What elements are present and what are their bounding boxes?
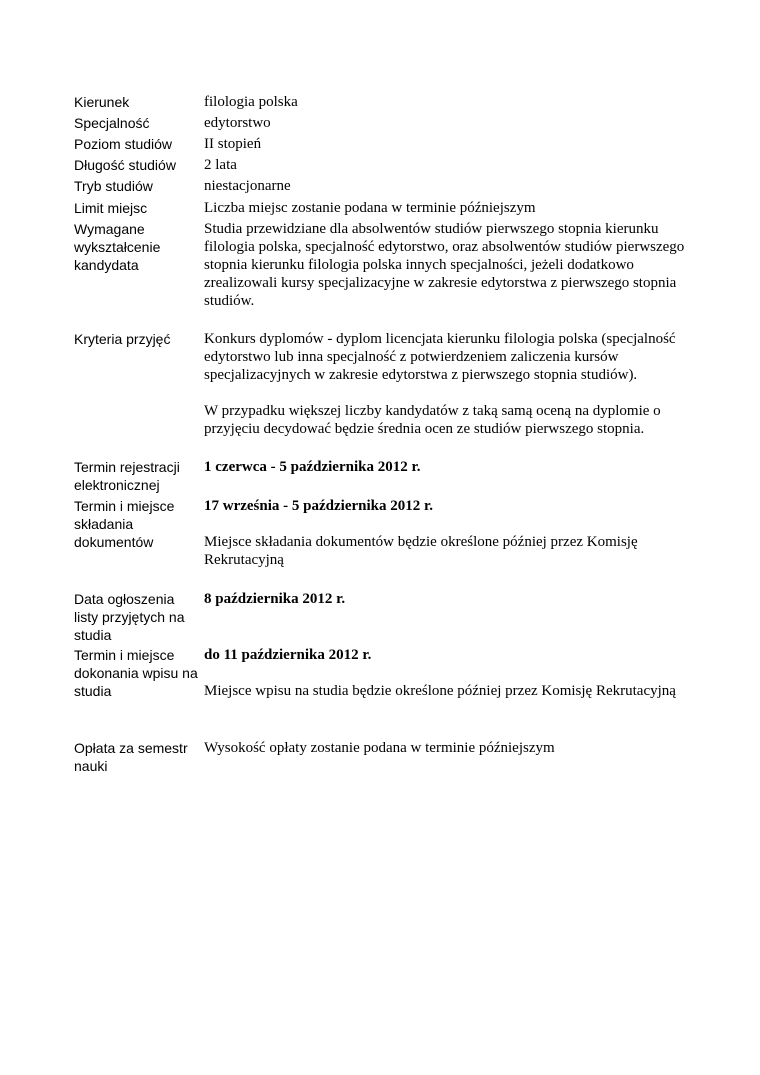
field-value: filologia polska xyxy=(204,94,298,110)
field-value: Konkurs dyplomów - dyplom licencjata kierunku filologia polska (specjalność edytorstwo lub inna specjalność z potwierdzeniem zaliczenia kursów specjalizacyjnych w zakresie edytorstwa z pierwszego stopnia studiów). xyxy=(204,331,676,383)
field-value-group xyxy=(204,497,694,569)
field-label: Długość studiów xyxy=(74,157,176,173)
field-value: edytorstwo xyxy=(204,115,271,131)
field-label: Opłata za semestr nauki xyxy=(74,740,188,774)
field-value: do 11 października 2012 r. xyxy=(204,647,372,663)
field-value-group xyxy=(204,330,694,438)
field-value: 17 września - 5 października 2012 r. xyxy=(204,498,434,514)
field-label: Limit miejsc xyxy=(74,200,148,216)
field-label: Kierunek xyxy=(74,94,130,110)
field-label: Kryteria przyjęć xyxy=(74,331,171,347)
field-value-note: Miejsce składania dokumentów będzie określone później przez Komisję Rekrutacyjną xyxy=(204,534,638,568)
field-label: Poziom studiów xyxy=(74,136,173,152)
field-value: 8 października 2012 r. xyxy=(204,591,346,607)
field-label: Termin rejestracji elektronicznej xyxy=(74,459,180,493)
field-label: Termin i miejsce składania dokumentów xyxy=(74,498,175,550)
field-value: niestacjonarne xyxy=(204,178,291,194)
field-value-note: Miejsce wpisu na studia będzie określone później przez Komisję Rekrutacyjną xyxy=(204,683,676,699)
field-label: Wymagane wykształcenie kandydata xyxy=(74,221,161,273)
field-value: Wysokość opłaty zostanie podana w terminie późniejszym xyxy=(204,740,555,756)
field-label: Specjalność xyxy=(74,115,150,131)
field-value: 2 lata xyxy=(204,157,237,173)
field-label: Data ogłoszenia listy przyjętych na studia xyxy=(74,591,185,643)
field-label: Tryb studiów xyxy=(74,178,153,194)
field-label: Termin i miejsce dokonania wpisu na studia xyxy=(74,647,198,699)
field-value: Studia przewidziane dla absolwentów studiów pierwszego stopnia kierunku filologia polska, specjalność edytorstwo, oraz absolwentów studiów pierwszego stopnia kierunku filologia polska innych specjalności, jeżeli dodatkowo zrealizowali kursy specjalizacyjne w zakresie edytorstwa z pierwszego stopnia studiów. xyxy=(204,221,685,309)
field-value: Liczba miejsc zostanie podana w terminie późniejszym xyxy=(204,200,536,216)
field-value-note: W przypadku większej liczby kandydatów z taką samą oceną na dyplomie o przyjęciu decydować będzie średnia ocen ze studiów pierwszego stopnia. xyxy=(204,403,661,437)
field-value: 1 czerwca - 5 października 2012 r. xyxy=(204,459,421,475)
field-value: II stopień xyxy=(204,136,262,152)
field-value-group xyxy=(204,646,694,700)
